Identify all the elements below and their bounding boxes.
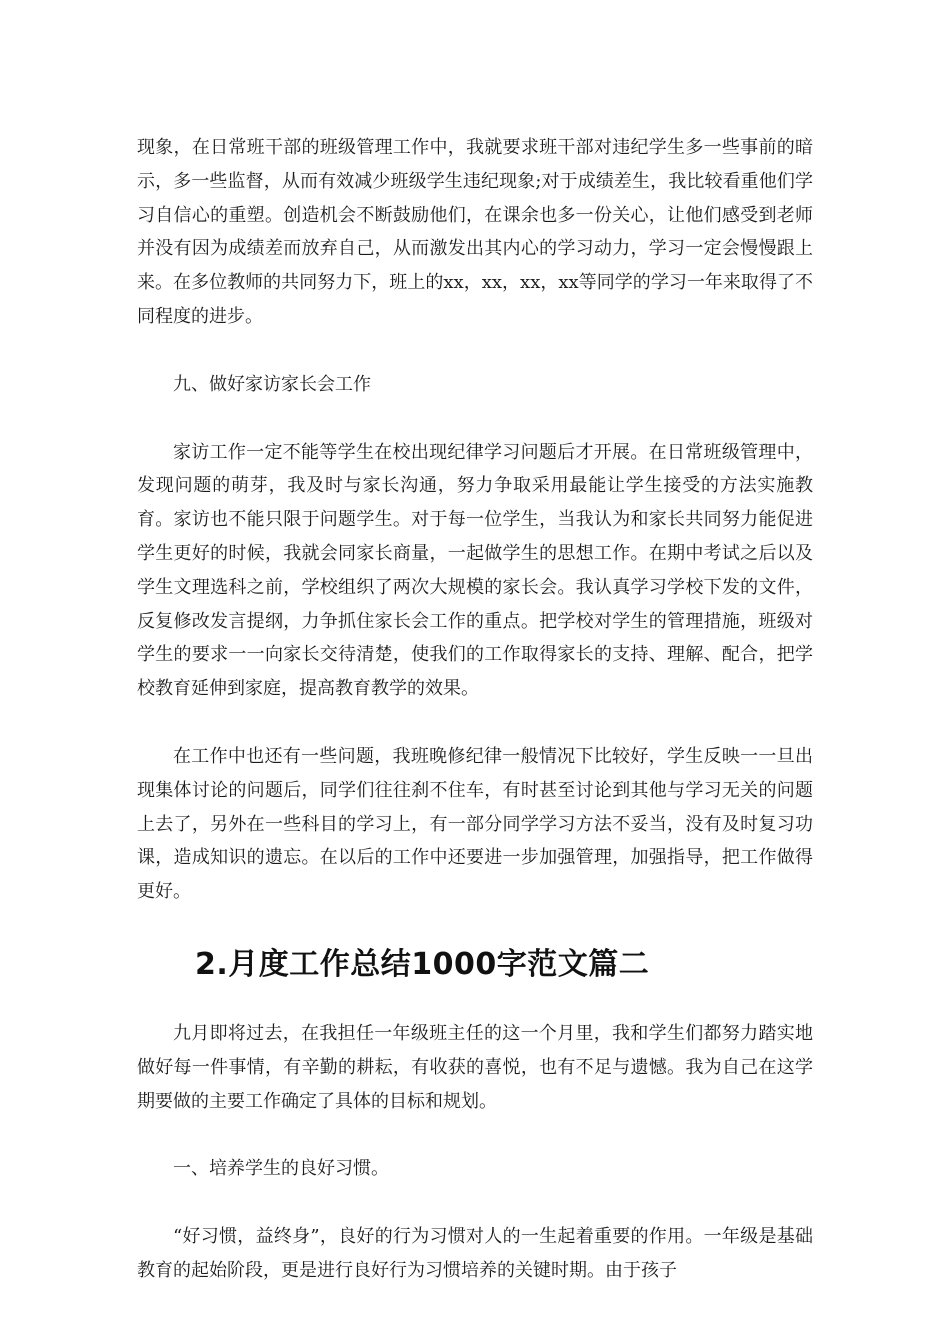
document-body <box>137 131 813 1322</box>
paragraph-home-visit: 家访工作一定不能等学生在校出现纪律学习问题后才开展。在日常班级管理中，发现问题的萌芽，我及时与家长沟通，努力争取采用最能让学生接受的方法实施教育。家访也不能只限于问题学生。对于每一位学生，当我认为和家长共同努力能促进学生更好的时候，我就会同家长商量，一起做学生的思想工作。在期中考试之后以及学生文理选科之前，学校组织了两次大规模的家长会。我认真学习学校下发的文件，反复修改发言提纲，力争抓住家长会工作的重点。把学校对学生的管理措施，班级对学生的要求一一向家长交待清楚，使我们的工作取得家长的支持、理解、配合，把学校教育延伸到家庭，提高教育教学的效果。 <box>137 441 813 700</box>
paragraph-good-habits: “好习惯，益终身”，良好的行为习惯对人的一生起着重要的作用。一年级是基础教育的起始阶段，更是进行良好行为习惯培养的关键时期。由于孩子 <box>137 1226 813 1281</box>
paragraph-1: 现象，在日常班干部的班级管理工作中，我就要求班干部对违纪学生多一些事前的暗示，多一些监督，从而有效减少班级学生违纪现象;对于成绩差生，我比较看重他们学习自信心的重塑。创造机会不断鼓励他们，在课余也多一份关心，让他们感受到老师并没有因为成绩差而放弃自己，从而激发出其内心的学习动力，学习一定会慢慢跟上来。在多位教师的共同努力下，班上的xx，xx，xx，xx等同学的学习一年来取得了不同程度的进步。 <box>137 137 813 327</box>
article-heading: 2.月度工作总结1000字范文篇二 <box>195 946 650 982</box>
section-one-title: 一、培养学生的良好习惯。 <box>173 1158 389 1180</box>
paragraph-problems: 在工作中也还有一些问题，我班晚修纪律一般情况下比较好，学生反映一一旦出现集体讨论的问题后，同学们往往刹不住车，有时甚至讨论到其他与学习无关的问题上去了，另外在一些科目的学习上，有一部分同学学习方法不妥当，没有及时复习功课，造成知识的遗忘。在以后的工作中还要进一步加强管理，加强指导，把工作做得更好。 <box>137 745 813 903</box>
paragraph-september: 九月即将过去，在我担任一年级班主任的这一个月里，我和学生们都努力踏实地做好每一件事情，有辛勤的耕耘，有收获的喜悦，也有不足与遗憾。我为自己在这学期要做的主要工作确定了具体的目标和规划。 <box>137 1022 813 1112</box>
section-nine-title: 九、做好家访家长会工作 <box>173 373 371 395</box>
